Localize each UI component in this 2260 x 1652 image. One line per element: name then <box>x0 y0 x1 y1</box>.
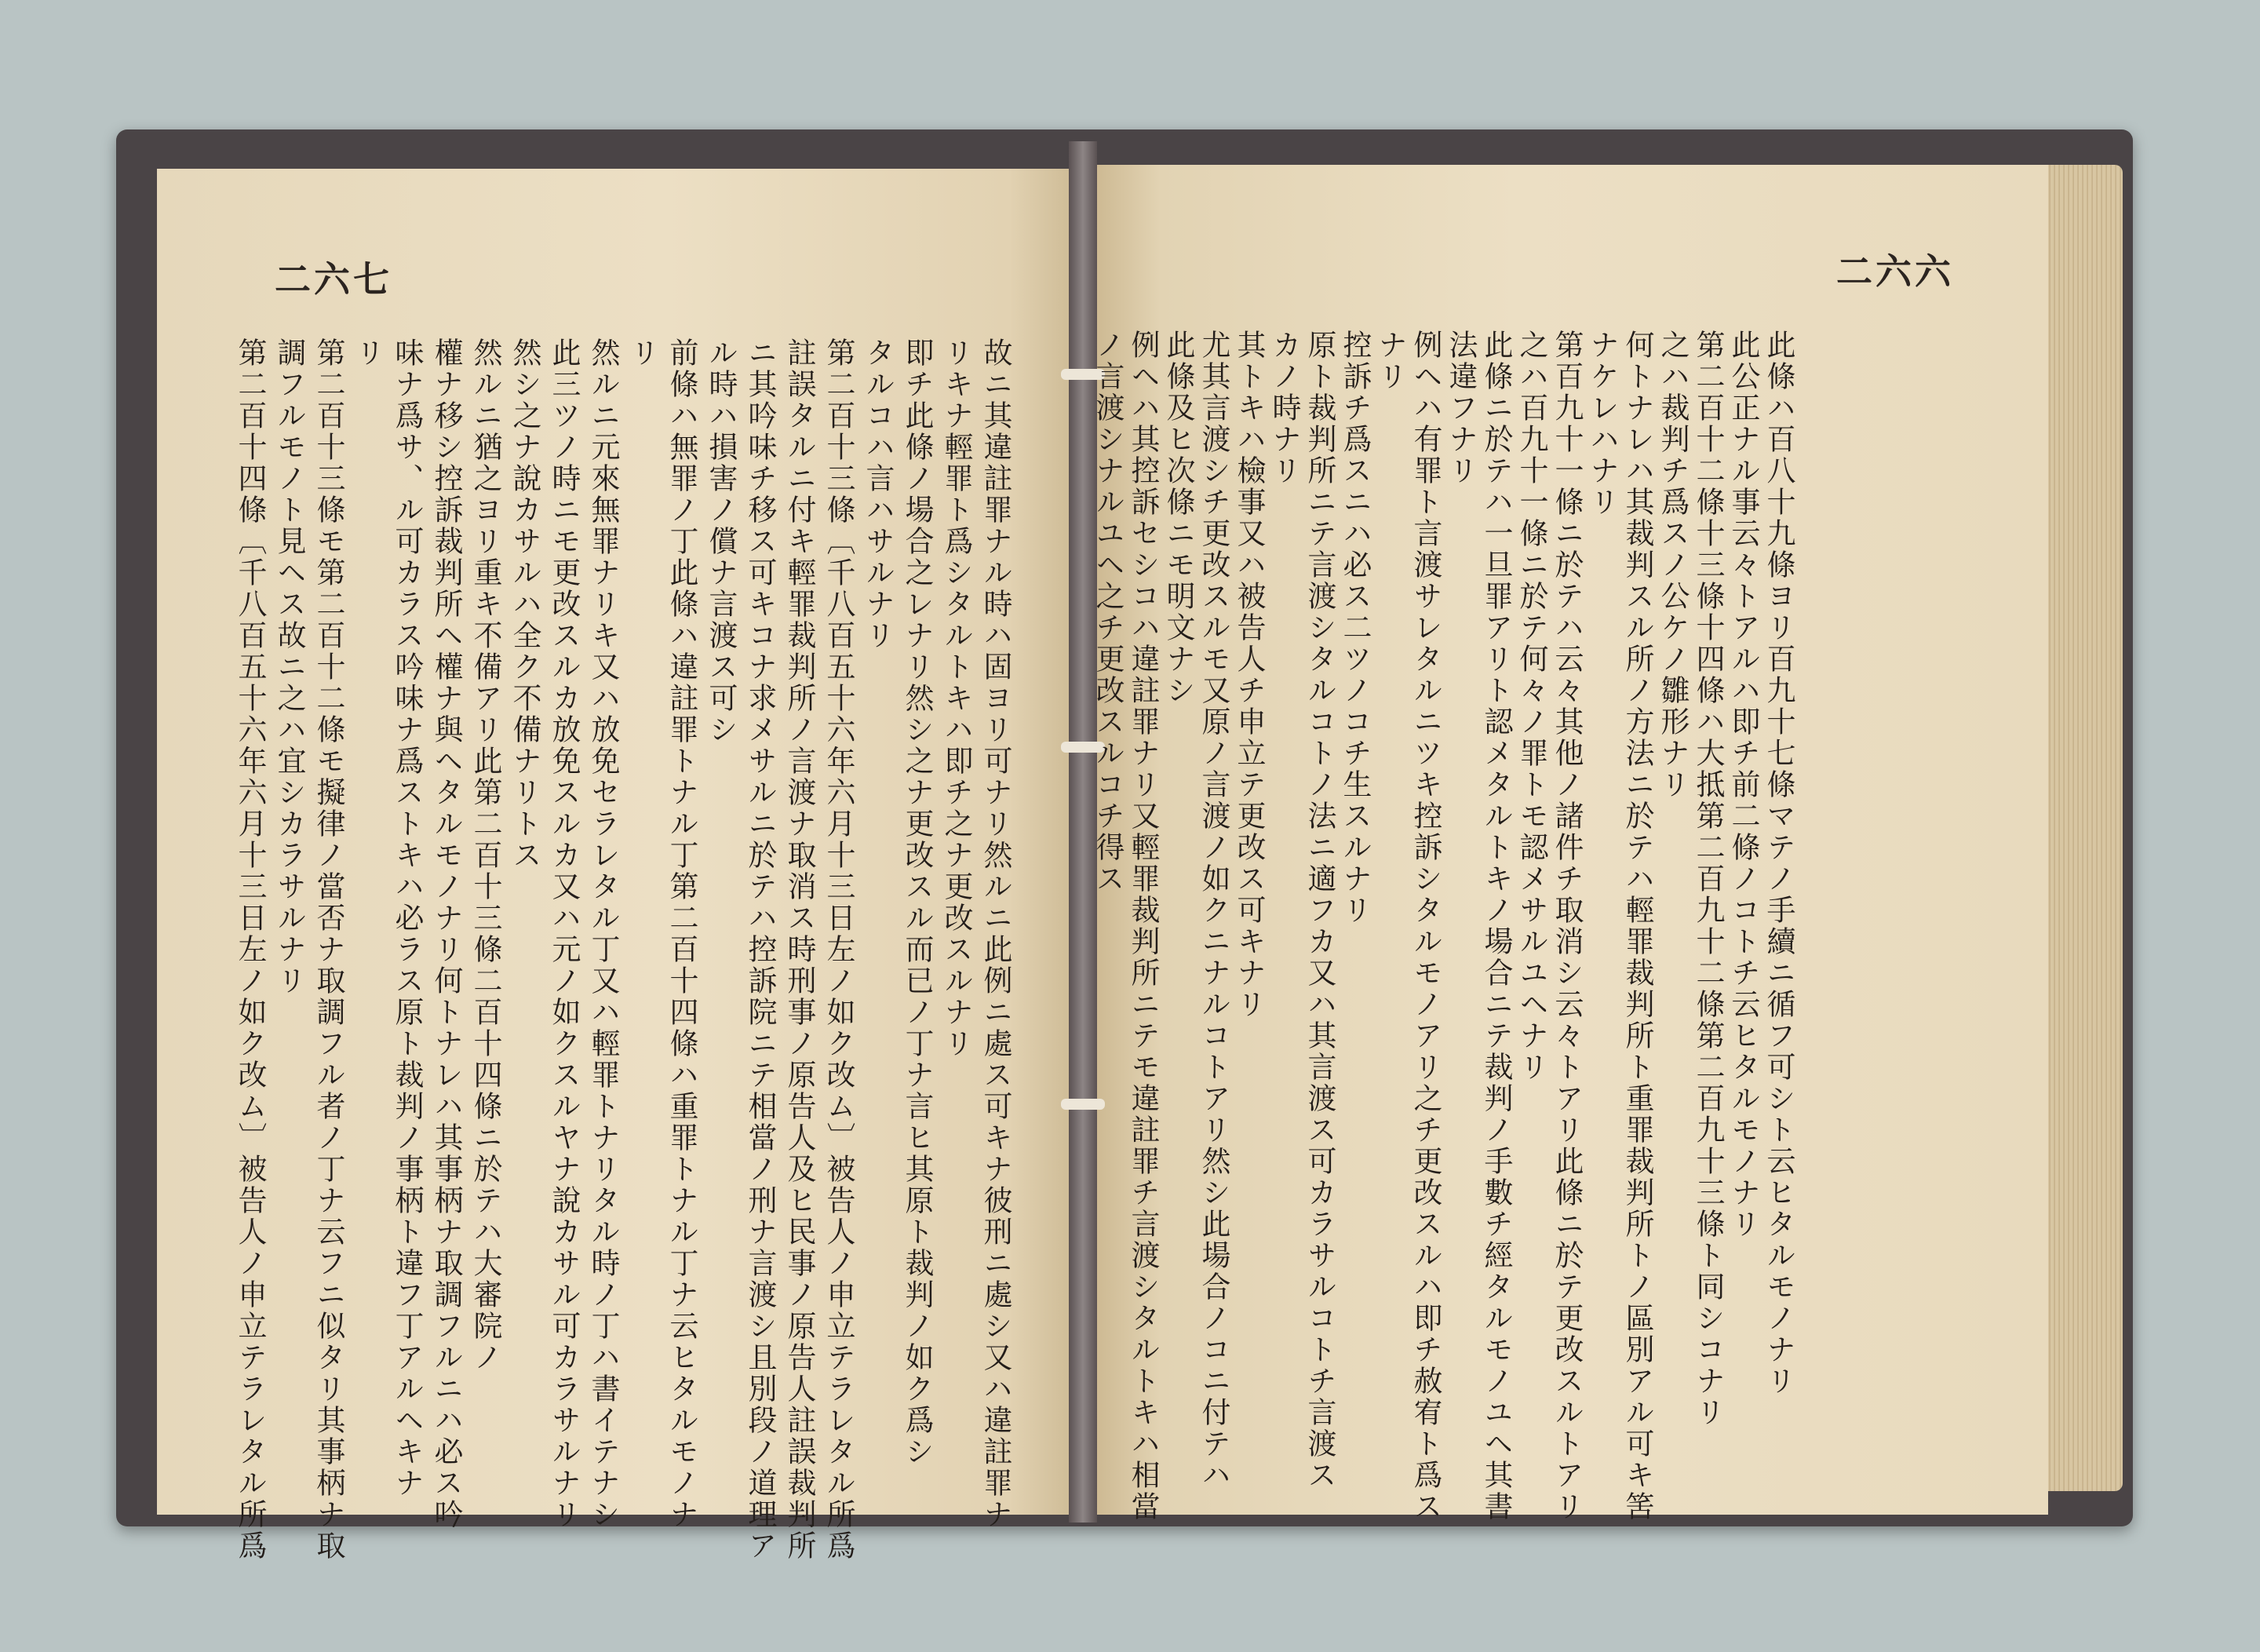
text-column: 其トキハ檢事又ハ被告人チ申立テ更改ス可キナリ <box>1232 330 1266 1020</box>
text-column: 法違フナリ <box>1444 330 1478 487</box>
text-column: 控訴チ爲スニハ必ス二ツノコチ生スルナリ <box>1338 330 1372 926</box>
text-column: 之ハ裁判チ爲スノ公ケノ雛形ナリ <box>1656 330 1690 800</box>
text-column: 第二百十二條十三條十四條ハ大抵第二百九十二條第二百九十三條ト同シコナリ <box>1691 330 1725 1428</box>
text-column: ナケレハナリ <box>1585 330 1619 518</box>
text-column: 此條ハ百八十九條ヨリ百九十七條マテノ手續ニ循フ可シト云ヒタルモノナリ <box>1762 330 1795 1397</box>
text-column: 此條ニ於テハ一旦罪アリト認メタルトキノ場合ニテ裁判ノ手數チ經タルモノユヘ其書 <box>1479 330 1513 1523</box>
text-column: リ <box>351 337 385 369</box>
text-column: 第二百十三條〔千八百五十六年六月十三日左ノ如ク改ム〕被告人ノ申立テラレタル所爲 <box>822 337 855 1562</box>
text-column: 權ナ移シ控訴裁判所ヘ權ナ與ヘタルモノナリ何トナレハ其事柄ナ取調フルニハ必ス吟 <box>429 337 463 1530</box>
text-column: 例ヘハ其控訴セシコハ違註罪ナリ又輕罪裁判所ニテモ違註罪チ言渡シタルトキハ相當 <box>1126 330 1160 1523</box>
text-column: 此公正ナル事云々トアルハ即チ前二條ノコトチ云ヒタルモノナリ <box>1726 330 1760 1240</box>
text-column: 尤其言渡シチ更改スルモ又原ノ言渡ノ如クニナルコトアリ然シ此場合ノコニ付テハ <box>1197 330 1230 1491</box>
text-column: 第二百十三條モ第二百十二條モ擬律ノ當否ナ取調フル者ノ丁ナ云フニ似タリ其事柄ナ取 <box>312 337 345 1562</box>
text-column: ノ言渡シナルユヘ之チ更改スルコチ得ス <box>1091 330 1125 895</box>
text-column: 原ト裁判所ニテ言渡シタルコトノ法ニ適フカ又ハ其言渡ス可カラサルコトチ言渡ス <box>1303 330 1336 1491</box>
text-column: 調フルモノト見ヘス故ニ之ハ宜シカラサルナリ <box>272 337 306 997</box>
text-column: 即チ此條ノ場合之レナリ然シ之ナ更改スル而已ノ丁ナ言ヒ其原ト裁判ノ如ク爲シ <box>900 337 934 1468</box>
text-column: 此條及ヒ次條ニモ明文ナシ <box>1161 330 1195 706</box>
page-number: 二六七 <box>275 258 392 301</box>
text-column: タルコハ言ハサルナリ <box>861 337 895 651</box>
text-column: 何トナレハ其裁判スル所ノ方法ニ於テハ輕罪裁判所ト重罪裁判所トノ區別アル可キ筈 <box>1620 330 1654 1523</box>
text-column: 之ハ百九十一條ニ於テ何々ノ罪トモ認メサルユヘナリ <box>1515 330 1548 1083</box>
text-column: リ <box>625 337 659 369</box>
text-column: 註誤タルニ付キ輕罪裁判所ノ言渡ナ取消ス時刑事ノ原告人及ヒ民事ノ原告人註誤裁判所 <box>782 337 816 1562</box>
text-column: 然シ之ナ說カサルハ全ク不備ナリトス <box>508 337 541 871</box>
text-column: 此三ツノ時ニモ更改スルカ放免スルカ又ハ元ノ如クスルヤナ說カサル可カラサルナリ <box>547 337 581 1530</box>
text-column: カノ時ナリ <box>1267 330 1301 487</box>
text-column: 前條ハ無罪ノ丁此條ハ違註罪トナル丁第二百十四條ハ重罪トナル丁ナ云ヒタルモノナ <box>665 337 698 1530</box>
text-column: 味ナ爲サ、ル可カラス吟味ナ爲ストキハ必ラス原ト裁判ノ事柄ト違フ丁アルヘキナ <box>390 337 424 1499</box>
text-column: 第二百十四條〔千八百五十六年六月十三日左ノ如ク改ム〕被告人ノ申立テラレタル所爲 <box>233 337 267 1562</box>
text-column: 故ニ其違註罪ナル時ハ固ヨリ可ナリ然ルニ此例ニ處ス可キナ彼刑ニ處シ又ハ違註罪ナ <box>979 337 1012 1530</box>
binding-stitch <box>1061 1099 1105 1110</box>
text-column: 然ルニ猶之ヨリ重キ不備アリ此第二百十三條二百十四條ニ於テハ大審院ノ <box>468 337 502 1373</box>
text-column: 第百九十一條ニ於テハ云々其他ノ諸件チ取消シ云々トアリ此條ニ於テ更改スルトアリ <box>1550 330 1584 1523</box>
text-column: ニ其吟味チ移ス可キコナ求メサルニ於テハ控訴院ニテ相當ノ刑ナ言渡シ且別段ノ道理ア <box>743 337 777 1562</box>
text-column: リキナ輕罪ト爲シタルトキハ即チ之ナ更改スルナリ <box>939 337 973 1059</box>
text-column: 例ヘハ有罪ト言渡サレタルニツキ控訴シタルモノアリ之チ更改スルハ即チ赦宥ト爲ス <box>1409 330 1442 1523</box>
text-column: ル時ハ損害ノ償ナ言渡ス可シ <box>704 337 738 746</box>
text-column: ナリ <box>1373 330 1407 392</box>
page-number: 二六六 <box>1836 250 1954 293</box>
text-column: 然ルニ元來無罪ナリキ又ハ放免セラレタル丁又ハ輕罪トナリタル時ノ丁ハ書イテナシ <box>586 337 620 1530</box>
